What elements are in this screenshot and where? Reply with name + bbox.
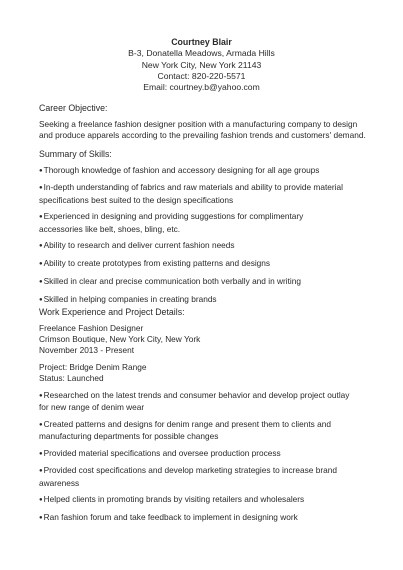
- bullet-icon: ●: [39, 278, 43, 285]
- list-item: [39, 512, 379, 524]
- list-item-label: Skilled in clear and precise communication both verbally and in writing: [43, 275, 301, 286]
- list-item-label: Ran fashion forum and take feedback to implement in designing work: [43, 512, 298, 523]
- contact-email: Email: courtney.b@yahoo.com: [143, 82, 260, 93]
- address-line-2: New York City, New York 21143: [141, 59, 262, 70]
- employment-dates: November 2013 - Present: [39, 344, 135, 355]
- list-item-label: Researched on the latest trends and consumer behavior and develop project outlay: [43, 389, 350, 400]
- list-item-text: [39, 419, 379, 431]
- list-item: [39, 258, 379, 270]
- list-item-label: Helped clients in promoting brands by visiting retailers and wholesalers: [43, 494, 305, 505]
- bullet-icon: ●: [39, 450, 43, 457]
- list-item: [39, 294, 379, 306]
- bullet-icon: ●: [39, 261, 43, 268]
- bullet-icon: ●: [39, 296, 43, 303]
- list-item-label: specifications best suited to the design specifications: [39, 194, 234, 205]
- list-item-label: Created patterns and designs for denim range and present them to clients and: [43, 418, 331, 429]
- list-item: [39, 182, 379, 205]
- list-item: [39, 165, 379, 177]
- bullet-icon: ●: [39, 243, 43, 250]
- list-item-text: [39, 494, 379, 506]
- list-item-label: Provided material specifications and oversee production process: [43, 447, 281, 458]
- list-item-text: [39, 195, 379, 206]
- list-item: [39, 494, 379, 506]
- skills-list: [39, 165, 379, 306]
- list-item-label: Thorough knowledge of fashion and accessory designing for all age groups: [43, 164, 320, 175]
- list-item-text: [39, 211, 379, 223]
- bullet-icon: ●: [39, 392, 43, 399]
- skills-section: [39, 149, 379, 311]
- experience-title: Work Experience and Project Details:: [39, 307, 185, 317]
- list-item-text: [39, 512, 379, 524]
- list-item-text: [39, 182, 379, 194]
- experience-section: [39, 307, 379, 530]
- skills-title: Summary of Skills:: [39, 149, 112, 159]
- list-item-label: manufacturing departments for possible changes: [39, 430, 219, 441]
- bullet-icon: ●: [39, 214, 43, 221]
- list-item: [39, 276, 379, 288]
- career-objective-section: [39, 103, 379, 141]
- list-item-label: Skilled in helping companies in creating brands: [43, 293, 217, 304]
- list-item-text: [39, 224, 379, 235]
- list-item-text: [39, 165, 379, 177]
- list-item-text: [39, 402, 379, 413]
- list-item: [39, 390, 379, 413]
- career-objective-title: Career Objective:: [39, 103, 108, 113]
- bullet-icon: ●: [39, 515, 43, 522]
- bullet-icon: ●: [39, 497, 43, 504]
- list-item-label: for new range of denim wear: [39, 401, 145, 412]
- list-item-text: [39, 276, 379, 288]
- candidate-name: Courtney Blair: [171, 37, 232, 47]
- bullet-icon: ●: [39, 185, 43, 192]
- list-item-text: [39, 294, 379, 306]
- career-objective-line-1: Seeking a freelance fashion designer position with a manufacturing company to design: [39, 118, 358, 129]
- list-item: [39, 448, 379, 460]
- list-item: [39, 211, 379, 234]
- list-item: [39, 419, 379, 442]
- list-item-text: [39, 258, 379, 270]
- project-name: Project: Bridge Denim Range: [39, 362, 147, 373]
- list-item-label: accessories like belt, shoes, bling, etc.: [39, 223, 181, 234]
- contact-phone: Contact: 820-220-5571: [157, 70, 246, 81]
- career-objective-line-2: and produce apparels according to the prevailing fashion trends and customers' demand.: [39, 129, 366, 140]
- list-item-label: Ability to create prototypes from existing patterns and designs: [43, 258, 271, 269]
- list-item-label: awareness: [39, 477, 80, 488]
- list-item-text: [39, 390, 379, 402]
- list-item-text: [39, 478, 379, 489]
- address-line-1: B-3, Donatella Meadows, Armada Hills: [128, 48, 275, 59]
- experience-list: [39, 390, 379, 525]
- list-item-text: [39, 448, 379, 460]
- company-name: Crimson Boutique, New York City, New York: [39, 333, 201, 344]
- list-item-label: Experienced in designing and providing suggestions for complimentary: [43, 211, 304, 222]
- list-item-text: [39, 240, 379, 252]
- project-status: Status: Launched: [39, 373, 104, 384]
- list-item-label: Ability to research and deliver current fashion needs: [43, 240, 235, 251]
- list-item-text: [39, 431, 379, 442]
- list-item-label: In-depth understanding of fabrics and raw materials and ability to provide material: [43, 182, 343, 193]
- bullet-icon: ●: [39, 421, 43, 428]
- list-item: [39, 465, 379, 488]
- list-item-label: Provided cost specifications and develop marketing strategies to increase brand: [43, 465, 337, 476]
- list-item-text: [39, 465, 379, 477]
- list-item: [39, 240, 379, 252]
- job-title: Freelance Fashion Designer: [39, 322, 144, 333]
- bullet-icon: ●: [39, 468, 43, 475]
- bullet-icon: ●: [39, 167, 43, 174]
- resume-header: [0, 37, 403, 93]
